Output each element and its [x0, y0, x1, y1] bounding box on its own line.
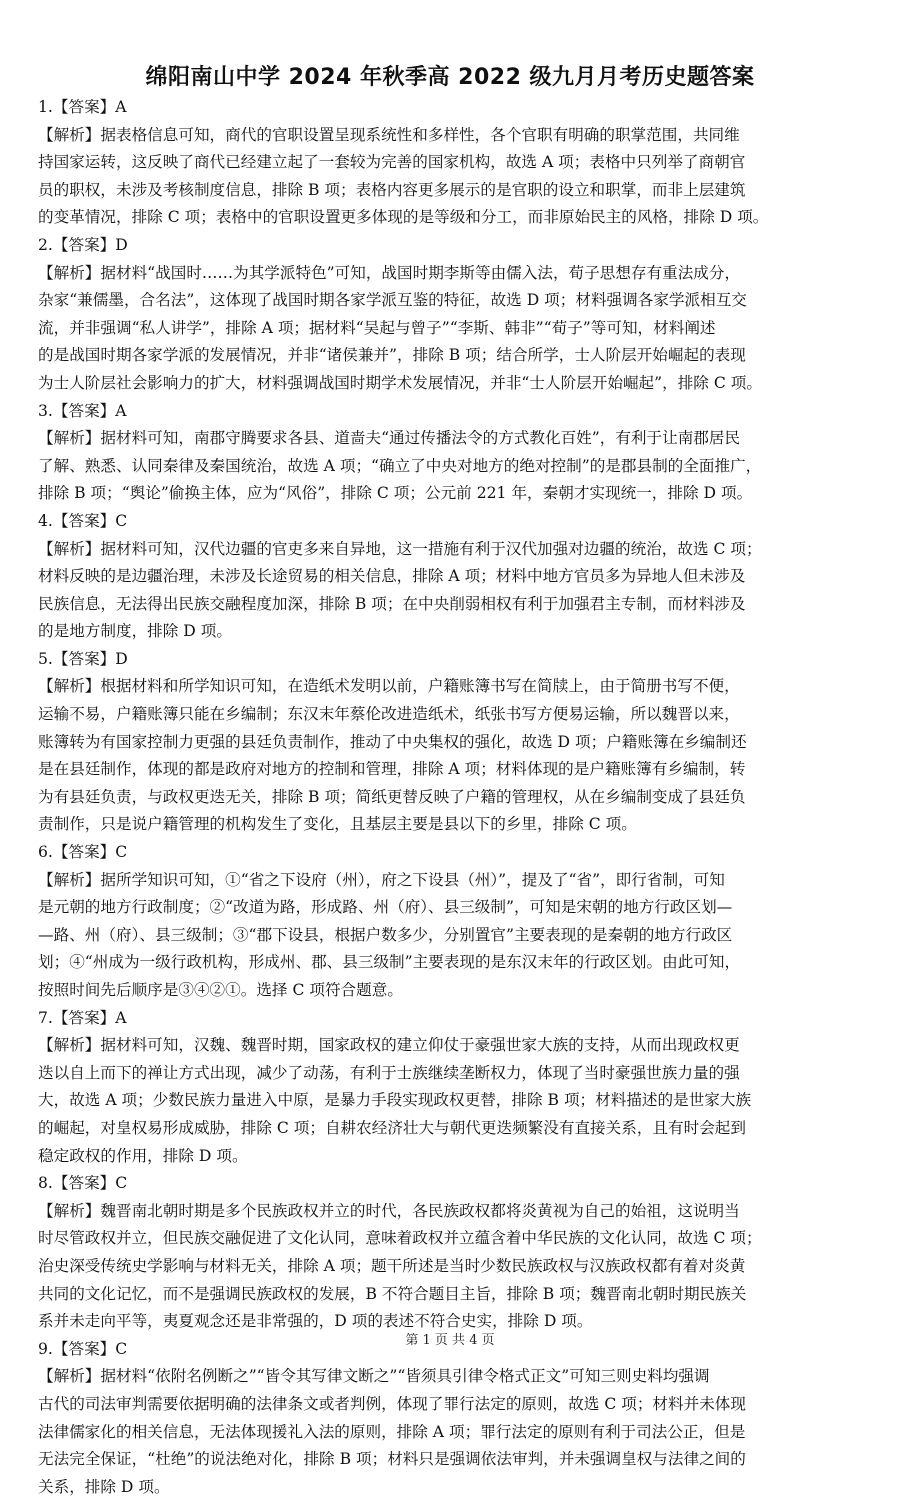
text-line: 1.【答案】A [38, 98, 127, 116]
text-line: 7.【答案】A [38, 1008, 127, 1027]
text-line: 了解、熟悉、认同秦律及秦国统治，故选 A 项；“确立了中央对地方的绝对控制”的是郡县制的全面推广， [38, 456, 762, 475]
text-line: 4.【答案】C [38, 511, 128, 530]
text-line: 材料反映的是边疆治理，未涉及长途贸易的相关信息，排除 A 项；材料中地方官员多为异地人但未涉及 [38, 567, 746, 586]
text-line: 为士人阶层社会影响力的扩大，材料强调战国时期学术发展情况，并非“士人阶层开始崛起”，排除 C 项。 [38, 373, 762, 392]
text-line: 6.【答案】C [38, 843, 128, 862]
text-line: 法律儒家化的相关信息，无法体现援礼入法的原则，排除 A 项；罪行法定的原则有利于司法公正，但是 [38, 1422, 746, 1441]
text-line: 为有县廷负责，与政权更迭无关，排除 B 项；简纸更替反映了户籍的管理权，从在乡编制变成了县廷负 [38, 787, 746, 806]
text-line: 是元朝的地方行政制度；②“改道为路，形成路、州（府）、县三级制”，可知是宋朝的地方行政区划— [38, 898, 733, 917]
text-line: 【解析】据表格信息可知，商代的官职设置呈现系统性和多样性，各个官职有明确的职掌范围，共同维 [38, 125, 740, 144]
text-line: 大，故选 A 项；少数民族力量进入中原，是暴力手段实现政权更替，排除 B 项；材料描述的是世家大族 [38, 1091, 752, 1110]
text-line: 是在县廷制作，体现的都是政府对地方的控制和管理，排除 A 项；材料体现的是户籍账簿有乡编制，转 [38, 760, 746, 779]
text-line: 的是战国时期各家学派的发展情况，并非“诸侯兼并”，排除 B 项；结合所学，士人阶层开始崛起的表现 [38, 346, 746, 365]
text-line: 系并未走向平等，夷夏观念还是非常强的，D 项的表述不符合史实，排除 D 项。 [38, 1312, 593, 1331]
text-line: 古代的司法审判需要依据明确的法律条文或者判例，体现了罪行法定的原则，故选 C 项；材料并未体现 [38, 1394, 746, 1413]
text-line: 责制作，只是说户籍管理的机构发生了变化，且基层主要是县以下的乡里，排除 C 项。 [38, 815, 637, 834]
text-line: 8.【答案】C [38, 1174, 128, 1193]
text-line: 【解析】据材料可知，汉代边疆的官吏多来自异地，这一措施有利于汉代加强对边疆的统治，故选 C 项； [38, 539, 762, 558]
text-line: 持国家运转，这反映了商代已经建立起了一套较为完善的国家机构，故选 A 项；表格中只列举了商朝官 [38, 153, 746, 172]
text-line: 2.【答案】D [38, 235, 128, 254]
text-line: 【解析】据所学知识可知，①“省之下设府（州），府之下设县（州）”，提及了“省”，即行省制，可知 [38, 870, 725, 889]
text-line: 3.【答案】A [38, 401, 127, 420]
text-line: 排除 B 项；“舆论”偷换主体，应为“风俗”，排除 C 项；公元前 221 年，秦朝才实现统一，排除 D 项。 [38, 484, 753, 503]
text-line: 治史深受传统史学影响与材料无关，排除 A 项；题干所述是当时少数民族政权与汉族政权都有着对炎黄 [38, 1256, 746, 1275]
text-line: 账簿转为有国家控制力更强的县廷负责制作，推动了中央集权的强化，故选 D 项；户籍账簿在乡编制还 [38, 732, 747, 751]
text-line: 划；④“州成为一级行政机构，形成州、郡、县三级制”主要表现的是东汉末年的行政区划。由此可知， [38, 953, 741, 972]
text-line: 【解析】据材料“战国时……为其学派特色”可知，战国时期李斯等由儒入法，荀子思想存有重法成分， [38, 263, 741, 282]
text-line: 时尽管政权并立，但民族交融促进了文化认同，意味着政权并立蕴含着中华民族的文化认同，故选 C 项； [38, 1229, 762, 1248]
answer-body [38, 94, 864, 1501]
text-line: 民族信息，无法得出民族交融程度加深，排除 B 项；在中央削弱相权有利于加强君主专制，而材料涉及 [38, 594, 746, 613]
text-line: 流，并非强调“私人讲学”，排除 A 项；据材料“吴起与曾子”“李斯、韩非”“荀子”等可知，材料阐述 [38, 318, 716, 337]
text-line: 杂家“兼儒墨，合名法”，这体现了战国时期各家学派互鉴的特征，故选 D 项；材料强调各家学派相互交 [38, 291, 747, 310]
text-line: 共同的文化记忆，而不是强调民族政权的发展，B 不符合题目主旨，排除 B 项；魏晋南北朝时期民族关 [38, 1284, 747, 1303]
text-line: 【解析】魏晋南北朝时期是多个民族政权并立的时代，各民族政权都将炎黄视为自己的始祖，这说明当 [38, 1201, 740, 1220]
text-line: 无法完全保证，“杜绝”的说法绝对化，排除 B 项；材料只是强调依法审判，并未强调皇权与法律之间的 [38, 1450, 746, 1469]
text-line: —路、州（府）、县三级制；③“郡下设县，根据户数多少，分别置官”主要表现的是秦朝的地方行政区 [38, 925, 733, 944]
text-line: 9.【答案】C [38, 1339, 128, 1358]
text-line: 稳定政权的作用，排除 D 项。 [38, 1146, 248, 1165]
text-line: 按照时间先后顺序是③④②①。选择 C 项符合题意。 [38, 981, 403, 999]
text-line: 【解析】据材料可知，南郡守腾要求各县、道啬夫“通过传播法令的方式教化百姓”，有利于让南郡居民 [38, 429, 741, 448]
text-line: 的崛起，对皇权易形成威胁，排除 C 项；自耕农经济壮大与朝代更迭频繁没有直接关系，且有时会起到 [38, 1118, 746, 1137]
text-line: 迭以自上而下的禅让方式出现，减少了动荡，有利于士族继续垄断权力，体现了当时豪强世族力量的强 [38, 1063, 740, 1082]
text-line: 的是地方制度，排除 D 项。 [38, 622, 232, 641]
text-line: 关系，排除 D 项。 [38, 1477, 170, 1496]
page-footer: 第 1 页 共 4 页 [405, 1333, 495, 1348]
text-line: 【解析】据材料“依附名例断之”“皆令其写律文断之”“皆须具引律令格式正文”可知三则史料均强调 [38, 1367, 710, 1386]
text-line: 员的职权，未涉及考核制度信息，排除 B 项；表格内容更多展示的是官职的设立和职掌，而非上层建筑 [38, 180, 746, 199]
text-line: 【解析】据材料可知，汉魏、魏晋时期，国家政权的建立仰仗于豪强世家大族的支持，从而出现政权更 [38, 1036, 740, 1055]
text-line: 【解析】根据材料和所学知识可知，在造纸术发明以前，户籍账簿书写在简牍上，由于简册书写不便， [38, 677, 740, 696]
text-line: 运输不易，户籍账簿只能在乡编制；东汉末年蔡伦改进造纸术，纸张书写方便易运输，所以魏晋以来， [38, 705, 740, 724]
text-line: 的变革情况，排除 C 项；表格中的官职设置更多体现的是等级和分工，而非原始民主的风格，排除 D 项。 [38, 208, 769, 227]
document-title: 绵阳南山中学 2024 年秋季高 2022 级九月月考历史题答案 [145, 65, 755, 90]
text-line: 5.【答案】D [38, 649, 128, 668]
